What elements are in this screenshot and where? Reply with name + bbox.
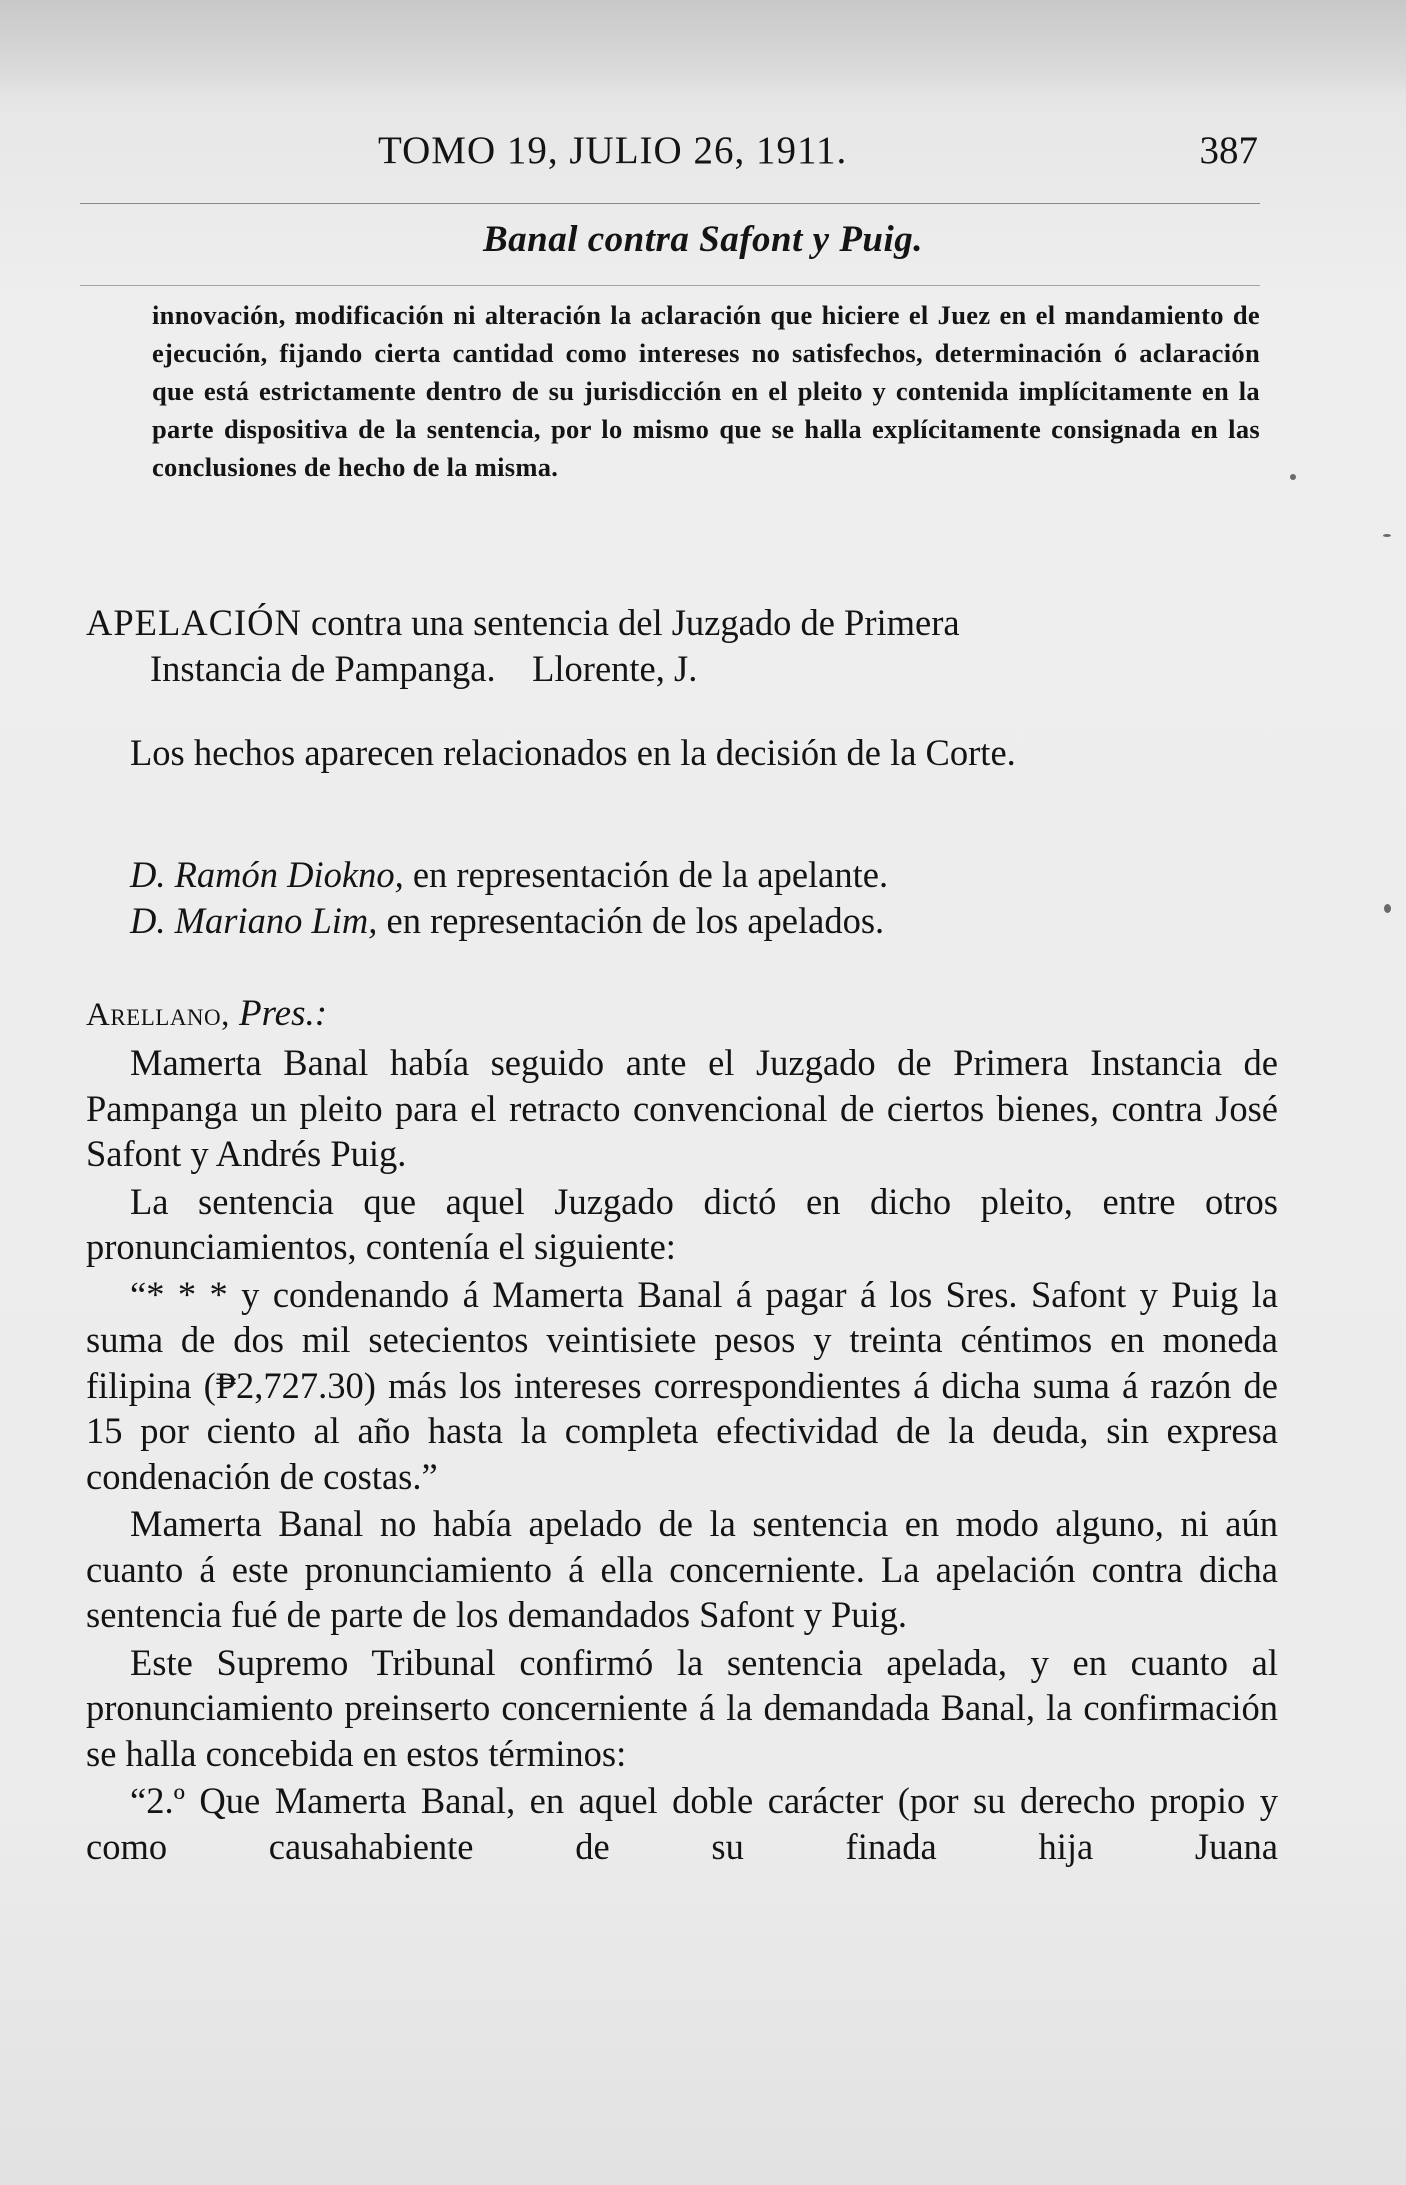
opinion-paragraph: “2.º Que Mamerta Banal, en aquel doble carácter (por su derecho propio y como causahabiente de su finada hija Juana [86,1780,1278,1867]
print-speck [1384,904,1391,913]
page-number: 387 [1199,129,1258,172]
counsel-role: en representación de los apelados. [386,900,885,941]
opinion-paragraph: Mamerta Banal había seguido ante el Juzgado de Primera Instancia de Pampanga un pleito para el retracto convencional de ciertos bienes, contra José Safont y Andrés Puig. [86,1042,1278,1174]
page-top-shadow [0,0,1406,100]
syllabus-text: innovación, modificación ni alteración la aclaración que hiciere el Juez en el mandamiento de ejecución, fijando cierta cantidad como intereses no satisfechos, determinación ó aclaración que está estrictamente dentro de su jurisdicción en el pleito y contenida implícitamente en la parte dispositiva de la sentencia, por lo mismo que se halla explícitamente consignada en las conclusiones de hecho de la misma. [152,300,1260,482]
header-rule-bottom [80,285,1260,286]
opinion-body [86,1040,1278,1871]
quoted-judgment: “* * * y condenando á Mamerta Banal á pagar á los Sres. Safont y Puig la suma de dos mil setecientos veintisiete pesos y treinta céntimos en moneda filipina (₱2,727.30) más los intereses correspondientes á dicha suma á razón de 15 por ciento al año hasta la completa efectividad de la deuda, sin expresa condenación de costas.” [86,1273,1278,1497]
judge-name: Arellano, [86,997,230,1033]
print-speck [1383,534,1391,537]
print-speck [1290,474,1296,480]
counsel-role: en representación de la apelante. [412,854,889,895]
header-rule-top [80,203,1260,204]
counsel-list [86,852,1278,944]
counsel-name: D. Mariano Lim, [130,900,378,941]
counsel-appellees [86,898,1278,944]
opinion-author [86,990,1278,1038]
appeal-line-1-rest: contra una sentencia del Juzgado de Primera [310,602,960,643]
case-title: Banal contra Safont y Puig. [482,219,924,260]
opinion-paragraph: La sentencia que aquel Juzgado dictó en dicho pleito, entre otros pronunciamientos, contenía el siguiente: [86,1180,1278,1267]
counsel-appellant [86,852,1278,898]
volume-date-heading: TOMO 19, JULIO 26, 1911. [378,129,848,172]
running-head [378,128,1258,188]
appeal-lead: APELACIÓN [86,602,302,643]
appeal-line [86,600,1278,692]
judge-title: Pres.: [239,993,328,1034]
counsel-name: D. Ramón Diokno, [130,854,404,895]
opinion-paragraph: Mamerta Banal no había apelado de la sentencia en modo alguno, ni aún cuanto á este pronunciamiento á ella concerniente. La apelación contra dicha sentencia fué de parte de los demandados Safont y Puig. [86,1503,1278,1635]
facts-statement: Los hechos aparecen relacionados en la decisión de la Corte. [130,732,1016,773]
appeal-line-1 [86,600,1278,646]
opinion-paragraph: Este Supremo Tribunal confirmó la sentencia apelada, y en cuanto al pronunciamiento preinserto concerniente á la demandada Banal, la confirmación se halla concebida en estos términos: [86,1641,1278,1774]
appeal-line-2: Instancia de Pampanga. Llorente, J. [150,648,698,689]
